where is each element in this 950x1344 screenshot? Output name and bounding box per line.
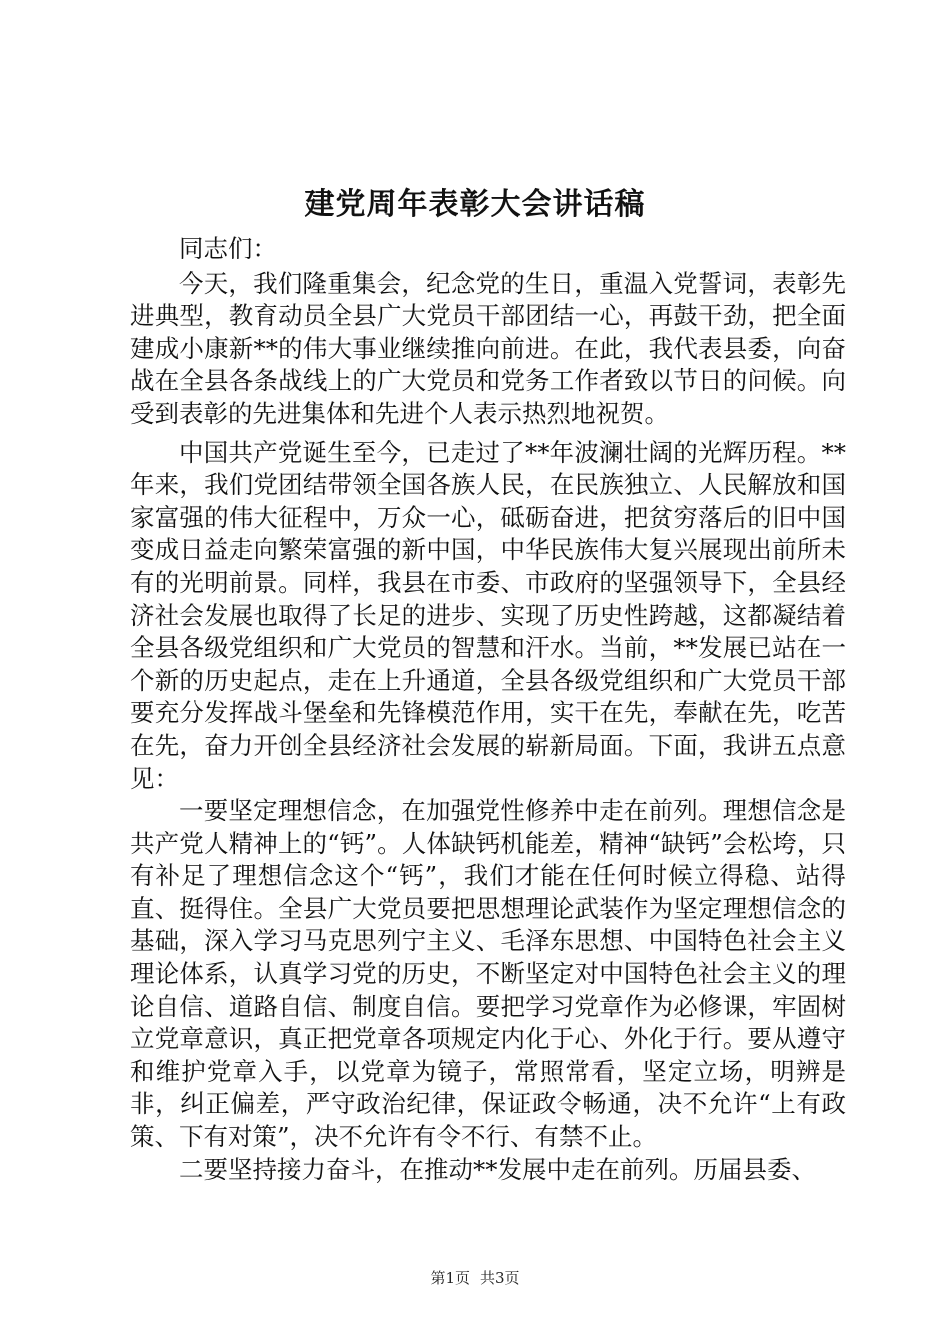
paragraph-2: 中国共产党诞生至今，已走过了**年波澜壮阔的光辉历程。**年来，我们党团结带领全国各族人民，在民族独立、人民解放和国家富强的伟大征程中，万众一心，砥砺奋进，把贫穷落后的旧中国变成日益走向繁荣富强的新中国，中华民族伟大复兴展现出前所未有的光明前景。同样，我县在市委、市政府的坚强领导下，全县经济社会发展也取得了长足的进步、实现了历史性跨越，这都凝结着全县各级党组织和广大党员的智慧和汗水。当前，**发展已站在一个新的历史起点，走在上升通道，全县各级党组织和广大党员干部要充分发挥战斗堡垒和先锋模范作用，实干在先，奉献在先，吃苦在先，奋力开创全县经济社会发展的崭新局面。下面，我讲五点意见：: [130, 437, 846, 793]
page-total: 共3页: [480, 1269, 520, 1287]
paragraph-1: 今天，我们隆重集会，纪念党的生日，重温入党誓词，表彰先进典型，教育动员全县广大党员干部团结一心，再鼓干劲，把全面建成小康新**的伟大事业继续推向前进。在此，我代表县委，向奋战在全县各条战线上的广大党员和党务工作者致以节日的问候。向受到表彰的先进集体和先进个人表示热烈地祝贺。: [130, 268, 846, 428]
document-body: [130, 233, 846, 1186]
salutation: 同志们：: [179, 234, 277, 263]
page-number: 第1页: [430, 1269, 470, 1287]
paragraph-4: 二要坚持接力奋斗，在推动**发展中走在前列。历届县委、: [179, 1154, 816, 1184]
paragraph-3: 一要坚定理想信念，在加强党性修养中走在前列。理想信念是共产党人精神上的“钙”。人体缺钙机能差，精神“缺钙”会松垮，只有补足了理想信念这个“钙”，我们才能在任何时候立得稳、站得直、挺得住。全县广大党员要把思想理论武装作为坚定理想信念的基础，深入学习马克思列宁主义、毛泽东思想、中国特色社会主义理论体系，认真学习党的历史，不断坚定对中国特色社会主义的理论自信、道路自信、制度自信。要把学习党章作为必修课，牢固树立党章意识，真正把党章各项规定内化于心、外化于行。要从遵守和维护党章入手，以党章为镜子，常照常看，坚定立场，明辨是非，纠正偏差，严守政治纪律，保证政令畅通，决不允许“上有政策、下有对策”，决不允许有令不行、有禁不止。: [130, 796, 846, 1152]
document-title: 建党周年表彰大会讲话稿: [304, 187, 646, 222]
page-footer: [0, 1268, 950, 1288]
